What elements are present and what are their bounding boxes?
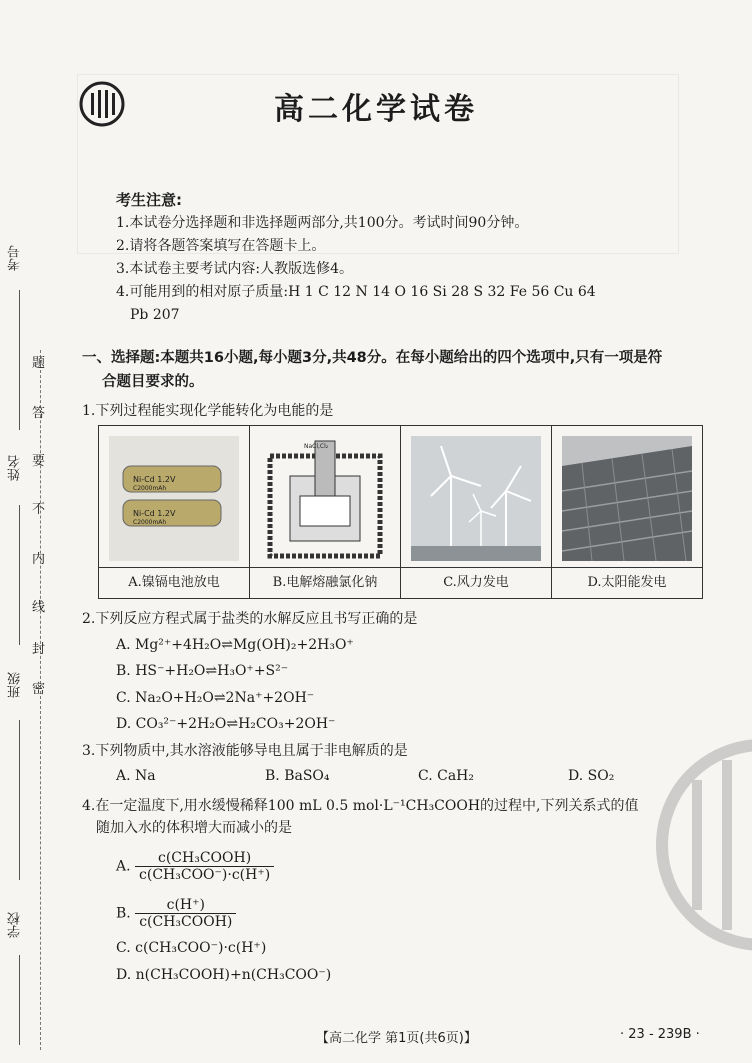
notes-item: 1.本试卷分选择题和非选择题两部分,共100分。考试时间90分钟。 bbox=[116, 215, 529, 231]
name-label: 姓名 bbox=[8, 455, 23, 481]
class-rule bbox=[19, 720, 20, 880]
exam-no-rule bbox=[19, 290, 20, 430]
school-rule bbox=[19, 955, 20, 1045]
question-4-option-a bbox=[116, 850, 274, 883]
option-d-caption: D.太阳能发电 bbox=[552, 567, 702, 598]
section-heading-line: 一、选择题:本题共16小题,每小题3分,共48分。在每小题给出的四个选项中,只有一项是符 bbox=[82, 350, 663, 366]
page-footer: 【高二化学 第1页(共6页)】 bbox=[316, 1031, 477, 1046]
question-4-option-d: D. n(CH₃COOH)+n(CH₃COO⁻) bbox=[116, 967, 332, 983]
option-b-caption: B.电解熔融氯化钠 bbox=[250, 567, 400, 598]
question-2-option-b: B. HS⁻+H₂O⇌H₃O⁺+S²⁻ bbox=[116, 663, 289, 679]
seal-char: 不 bbox=[32, 502, 46, 517]
question-1-stem: 1.下列过程能实现化学能转化为电能的是 bbox=[82, 403, 334, 419]
seal-char: 题 bbox=[32, 356, 46, 371]
battery-label: Ni-Cd 1.2V bbox=[133, 509, 176, 518]
fraction-denominator: c(CH₃COOH) bbox=[139, 914, 233, 930]
cell-label: NaCl,Cl₂ bbox=[304, 443, 329, 450]
battery-label: Ni-Cd 1.2V bbox=[133, 475, 176, 484]
fraction bbox=[135, 897, 236, 930]
seal-char: 要 bbox=[32, 454, 46, 469]
class-field bbox=[6, 672, 24, 698]
question-4-option-c: C. c(CH₃COO⁻)·c(H⁺) bbox=[116, 940, 267, 956]
fraction-numerator: c(H⁺) bbox=[135, 897, 236, 914]
question-4-option-b bbox=[116, 897, 236, 930]
question-1-figure-table bbox=[98, 425, 703, 599]
section-heading-line: 合题目要求的。 bbox=[102, 374, 204, 390]
electrolysis-cell-diagram bbox=[260, 436, 390, 561]
option-c-cell bbox=[401, 426, 552, 598]
option-a-caption: A.镍镉电池放电 bbox=[99, 567, 249, 598]
option-d-cell bbox=[552, 426, 702, 598]
option-c-caption: C.风力发电 bbox=[401, 567, 551, 598]
option-a-cell bbox=[99, 426, 250, 598]
name-field bbox=[6, 455, 24, 481]
notes-item-continued: Pb 207 bbox=[130, 307, 180, 323]
battery-image bbox=[109, 436, 239, 561]
question-3-option-b: B. BaSO₄ bbox=[265, 768, 330, 784]
exam-no-label: 考号 bbox=[8, 245, 23, 271]
question-3-option-c: C. CaH₂ bbox=[418, 768, 474, 784]
option-b-cell bbox=[250, 426, 401, 598]
question-4-stem-line: 4.在一定温度下,用水缓慢稀释100 mL 0.5 mol·L⁻¹CH₃COOH的过程中,下列关系式的值 bbox=[82, 798, 639, 814]
fraction-denominator: c(CH₃COO⁻)·c(H⁺) bbox=[139, 867, 271, 883]
notes-item: 2.请将各题答案填写在答题卡上。 bbox=[116, 238, 326, 254]
school-label: 学校 bbox=[8, 912, 23, 938]
question-4-stem bbox=[82, 795, 639, 839]
fraction bbox=[135, 850, 274, 883]
class-label: 班级 bbox=[8, 672, 23, 698]
seal-char: 密 bbox=[32, 682, 46, 697]
binding-margin bbox=[0, 0, 60, 1063]
notes-heading: 考生注意: bbox=[116, 191, 182, 209]
question-3-stem: 3.下列物质中,其水溶液能够导电且属于非电解质的是 bbox=[82, 743, 408, 759]
watermark-logo-icon bbox=[652, 730, 752, 960]
notes-item: 3.本试卷主要考试内容:人教版选修4。 bbox=[116, 261, 353, 277]
section-heading bbox=[82, 346, 702, 394]
option-label: B. bbox=[116, 905, 131, 922]
page-title: 高二化学试卷 bbox=[274, 92, 478, 127]
battery-capacity: C2000mAh bbox=[133, 485, 167, 492]
candidate-notes bbox=[116, 189, 696, 327]
seal-char: 内 bbox=[32, 552, 46, 567]
option-label: A. bbox=[116, 858, 131, 875]
school-field bbox=[6, 912, 24, 938]
question-2-option-d: D. CO₃²⁻+2H₂O⇌H₂CO₃+2OH⁻ bbox=[116, 716, 336, 732]
seal-char: 封 bbox=[32, 642, 46, 657]
wind-turbine-image bbox=[411, 436, 541, 561]
seal-char: 线 bbox=[32, 600, 46, 615]
question-2-option-c: C. Na₂O+H₂O⇌2Na⁺+2OH⁻ bbox=[116, 690, 315, 706]
seal-char: 答 bbox=[32, 406, 46, 421]
fraction-numerator: c(CH₃COOH) bbox=[135, 850, 274, 867]
notes-item: 4.可能用到的相对原子质量:H 1 C 12 N 14 O 16 Si 28 S 32 Fe 56 Cu 64 bbox=[116, 284, 596, 300]
question-3-option-d: D. SO₂ bbox=[568, 768, 615, 784]
question-3-option-a: A. Na bbox=[116, 768, 156, 784]
exam-no-field bbox=[6, 245, 24, 271]
question-2-option-a: A. Mg²⁺+4H₂O⇌Mg(OH)₂+2H₃O⁺ bbox=[116, 637, 354, 653]
name-rule bbox=[19, 505, 20, 645]
question-2-stem: 2.下列反应方程式属于盐类的水解反应且书写正确的是 bbox=[82, 611, 418, 627]
battery-capacity: C2000mAh bbox=[133, 519, 167, 526]
question-4-stem-line: 随加入水的体积增大而减小的是 bbox=[96, 820, 292, 836]
paper-code: · 23 - 239B · bbox=[620, 1027, 700, 1042]
solar-panel-image bbox=[562, 436, 692, 561]
